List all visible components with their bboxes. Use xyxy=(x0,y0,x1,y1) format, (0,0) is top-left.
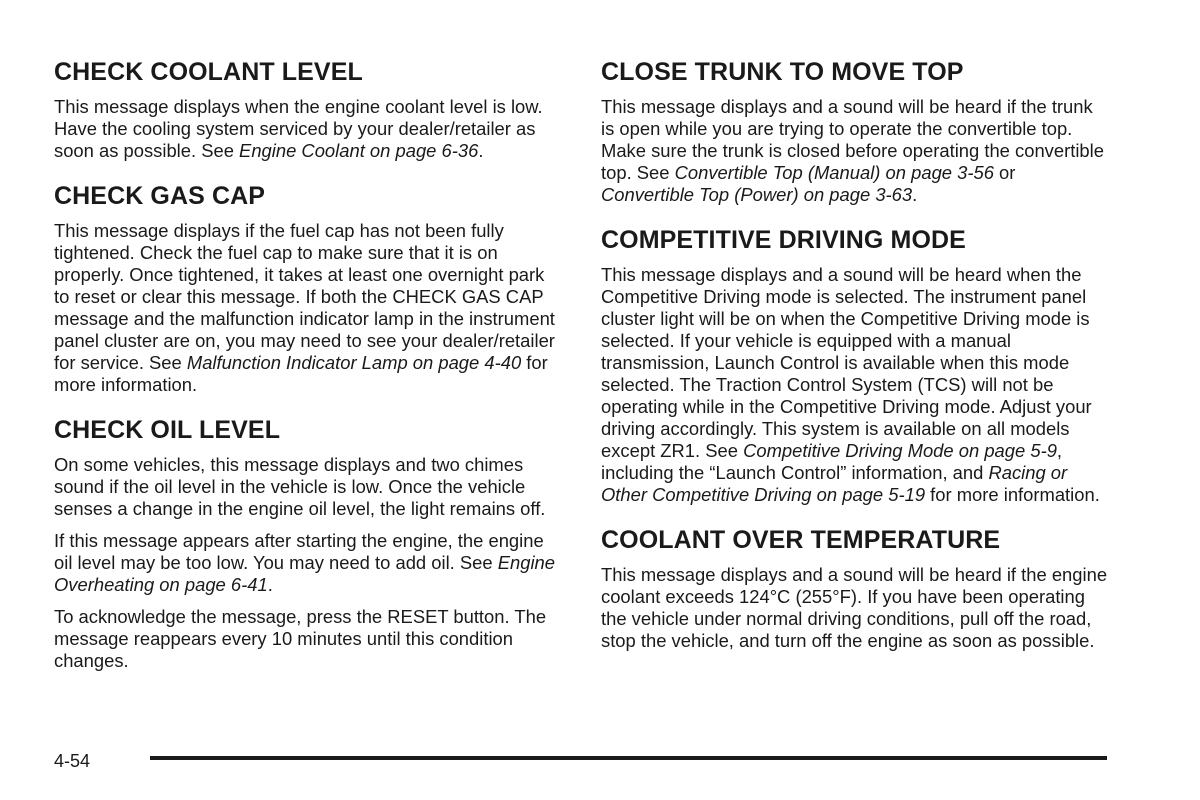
cross-reference: Convertible Top (Power) on page 3-63 xyxy=(601,184,913,205)
body-paragraph xyxy=(54,530,564,596)
section xyxy=(54,180,564,396)
body-paragraph xyxy=(54,454,564,520)
text-run: On some vehicles, this message displays and two chimes sound if the oil level in the vehicle is low. Once the vehicle senses a change in the engine oil level, the light remains off. xyxy=(54,454,546,519)
text-run: , including the “Launch Control” information, and xyxy=(601,440,1063,483)
footer-rule xyxy=(150,756,1107,760)
section-heading: CLOSE TRUNK TO MOVE TOP xyxy=(601,58,964,86)
cross-reference: Engine Overheating on page 6-41 xyxy=(54,552,555,595)
text-run: for more information. xyxy=(54,352,548,395)
body-paragraph xyxy=(601,264,1111,506)
text-run: If this message appears after starting the engine, the engine oil level may be too low. You may need to add oil. See xyxy=(54,530,544,573)
section-heading: CHECK GAS CAP xyxy=(54,182,266,210)
cross-reference: Racing or Other Competitive Driving on page 5-19 xyxy=(601,462,1068,505)
text-run: This message displays when the engine coolant level is low. Have the cooling system serviced by your dealer/retailer as soon as possible. See xyxy=(54,96,543,161)
page-number: 4-54 xyxy=(54,751,91,771)
section-heading: COOLANT OVER TEMPERATURE xyxy=(601,526,1001,554)
section-heading: CHECK OIL LEVEL xyxy=(54,416,281,444)
body-paragraph xyxy=(54,96,564,162)
cross-reference: Malfunction Indicator Lamp on page 4-40 xyxy=(186,352,522,373)
text-run: . xyxy=(478,140,484,161)
cross-reference: Competitive Driving Mode on page 5-9 xyxy=(743,440,1057,461)
text-run: This message displays and a sound will be heard when the Competitive Driving mode is selected. The instrument panel cluster light will be on when the Competitive Driving mode is selected. If your vehicle is equipped with a manual transmission, Launch Control is available when this mode selected. The Traction Control System (TCS) will not be operating while in the Competitive Driving mode. Adjust your driving accordingly. This system is available on all models except ZR1. See xyxy=(601,264,1092,461)
section xyxy=(54,56,564,162)
body-paragraph xyxy=(54,606,564,672)
left-column xyxy=(54,56,564,690)
body-paragraph xyxy=(54,220,564,396)
body-paragraph xyxy=(601,564,1111,652)
cross-reference: Engine Coolant on page 6-36 xyxy=(239,140,479,161)
section-heading: COMPETITIVE DRIVING MODE xyxy=(601,226,966,254)
text-run: for more information. xyxy=(925,484,1100,505)
right-column xyxy=(601,56,1111,670)
cross-reference: Convertible Top (Manual) on page 3-56 xyxy=(674,162,994,183)
text-run: or xyxy=(993,162,1016,183)
section xyxy=(54,414,564,672)
text-run: This message displays and a sound will be heard if the trunk is open while you are trying to operate the convertible top. Make sure the trunk is closed before operating the convertible top. See xyxy=(601,96,1104,183)
section xyxy=(601,56,1111,206)
section-heading: CHECK COOLANT LEVEL xyxy=(54,58,363,86)
text-run: . xyxy=(912,184,918,205)
text-run: This message displays and a sound will be heard if the engine coolant exceeds 124°C (255°F). If you have been operating the vehicle under normal driving conditions, pull off the road, stop the vehicle, and turn off the engine as soon as possible. xyxy=(601,564,1108,651)
section xyxy=(601,224,1111,506)
section xyxy=(601,524,1111,652)
body-paragraph xyxy=(601,96,1111,206)
text-run: This message displays if the fuel cap has not been fully tightened. Check the fuel cap to make sure that it is on properly. Once tightened, it takes at least one overnight park to reset or clear this message. If both the CHECK GAS CAP message and the malfunction indicator lamp in the instrument panel cluster are on, you may need to see your dealer/retailer for service. See xyxy=(54,220,555,373)
text-run: . xyxy=(267,574,273,595)
text-run: To acknowledge the message, press the RESET button. The message reappears every 10 minutes until this condition changes. xyxy=(54,606,547,671)
